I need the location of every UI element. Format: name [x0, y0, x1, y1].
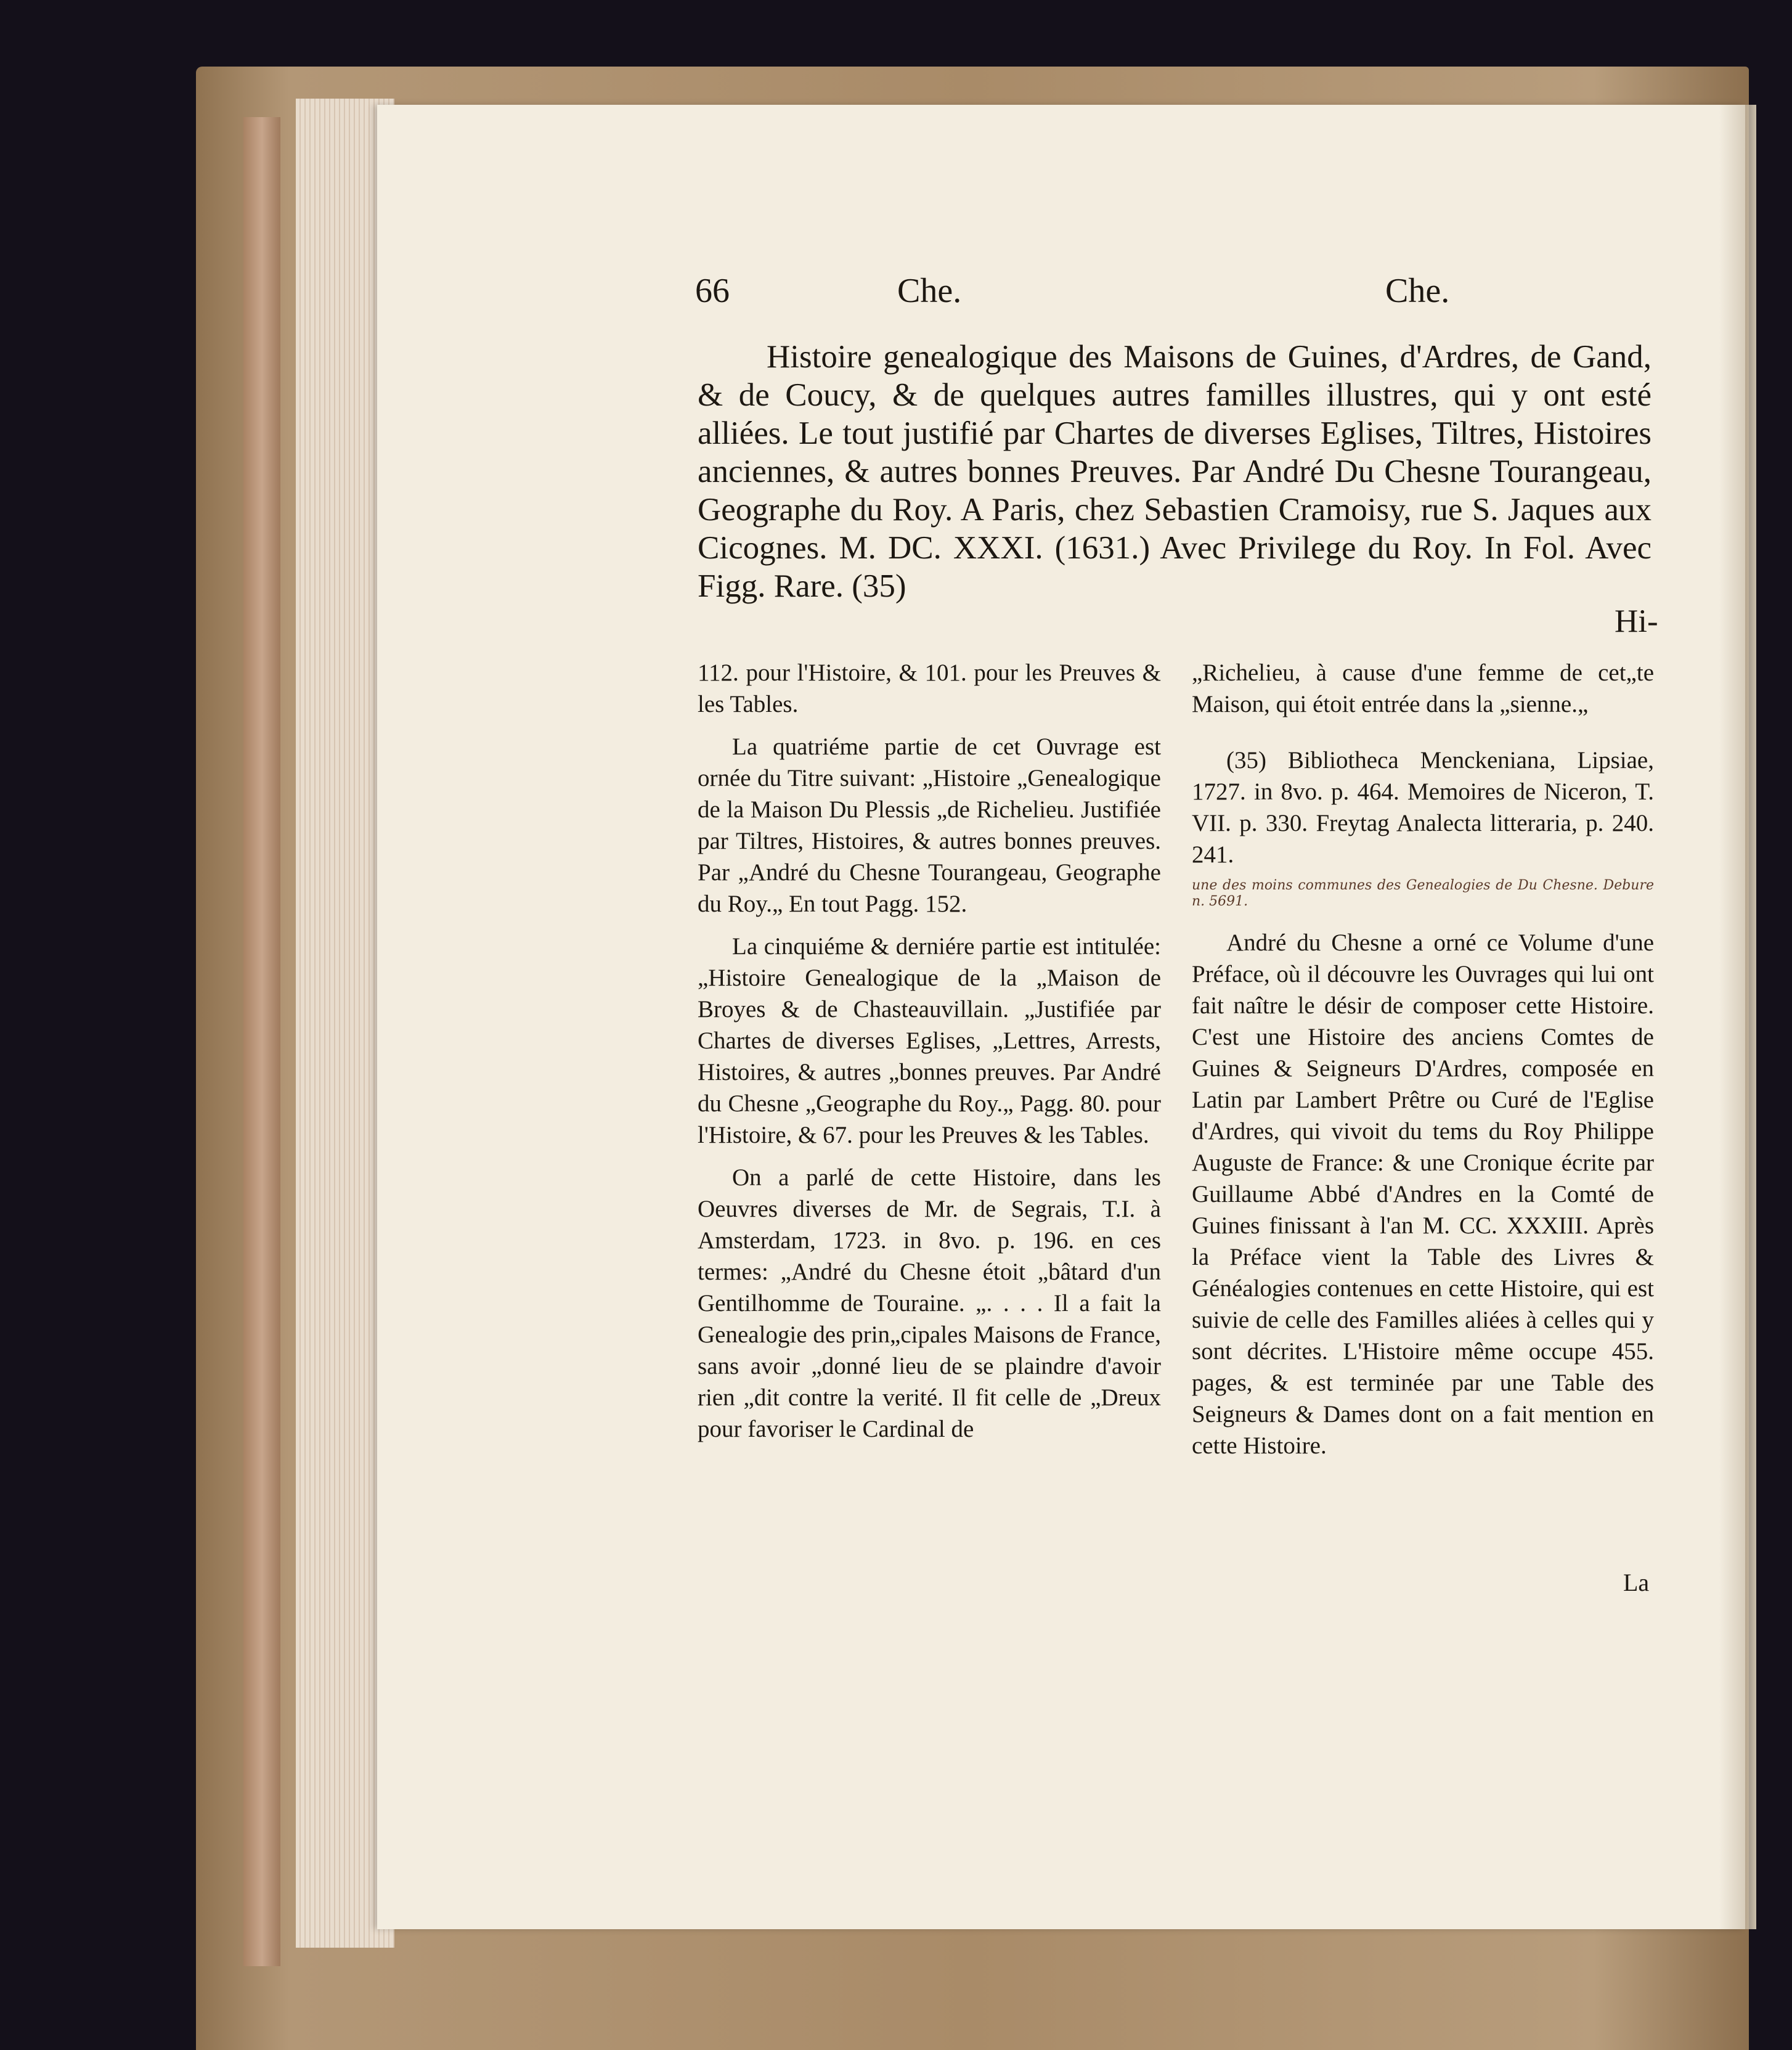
running-head-right: Che. [1385, 272, 1450, 310]
footnote-35: (35) Bibliotheca Menckeniana, Lipsiae, 1727. in 8vo. p. 464. Memoires de Niceron, T. VII. p. 330. Freytag Analecta litteraria, p. 240. 241. [1192, 747, 1654, 868]
left-paragraph-2: La quatriéme partie de cet Ouvrage est ornée du Titre suivant: „Histoire „Genealogique de la Maison Du Plessis „de Richelieu. Justifiée par Tiltres, Histoires, & autres bonnes preuves. Par „André du Chesne Tourangeau, Geographe du Roy.„ En tout Pagg. 152. [698, 733, 1161, 917]
handwritten-annotation: une des moins communes des Genealogies de Du Chesne. Debure n. 5691. [1192, 878, 1654, 909]
left-paragraph-1: 112. pour l'Histoire, & 101. pour les Preuves & les Tables. [698, 660, 1161, 717]
left-paragraph-3: La cinquiéme & derniére partie est intitulée: „Histoire Genealogique de la „Maison de Broyes & de Chasteauvillain. „Justifiée par Chartes de diverses Eglises, „Lettres, Arrests, Histoires, & autres „bonnes preuves. Par André du Chesne „Geographe du Roy.„ Pagg. 80. pour l'Histoire, & 67. pour les Preuves & les Tables. [698, 933, 1161, 1148]
title-entry: Histoire genealogique des Maisons de Guines, d'Ardres, de Gand, & de Coucy, & de quelques autres familles illustres, qui y ont esté alliées. Le tout justifié par Chartes de diverses Eglises, Tiltres, Histoires anciennes, & autres bonnes Preuves. Par André Du Chesne Tourangeau, Geographe du Roy. A Paris, chez Sebastien Cramoisy, rue S. Jaques aux Cicognes. M. DC. XXXI. (1631.) Avec Privilege du Roy. In Fol. Avec Figg. Rare. (35) [698, 339, 1651, 604]
running-head-left: Che. [897, 272, 962, 310]
page-gutter [1719, 105, 1756, 1929]
page-number: 66 [695, 272, 730, 310]
catchword-top: Hi- [1615, 603, 1658, 639]
right-paragraph-1: „Richelieu, à cause d'une femme de cet„te Maison, qui étoit entrée dans la „sienne.„ [1192, 660, 1654, 717]
left-paragraph-4: On a parlé de cette Histoire, dans les Oeuvres diverses de Mr. de Segrais, T.I. à Amsterdam, 1723. in 8vo. p. 196. en ces termes: „André du Chesne étoit „bâtard d'un Gentilhomme de Touraine. „. . . . Il a fait la Genealogie des prin„cipales Maisons de France, sans avoir „donné lieu de se plaindre d'avoir rien „dit contre la verité. Il fit celle de „Dreux pour favoriser le Cardinal de [698, 1164, 1161, 1442]
right-column [1192, 657, 1654, 1472]
right-paragraph-3: André du Chesne a orné ce Volume d'une Préface, où il découvre les Ouvrages qui lui ont fait naître le désir de composer cette Histoire. C'est une Histoire des anciens Comtes de Guines & Seigneurs D'Ardres, composée en Latin par Lambert Prêtre ou Curé de l'Eglise d'Ardres, qui vivoit du tems du Roy Philippe Auguste de France: & une Cronique écrite par Guillaume Abbé d'Andres en la Comté de Guines finissant à l'an M. CC. XXXIII. Après la Préface vient la Table des Livres & Généalogies contenues en cette Histoire, qui est suivie de celle des Familles aliées à celles qui y sont décrites. L'Histoire même occupe 455. pages, & est terminée par une Table des Seigneurs & Dames dont on a fait mention en cette Histoire. [1192, 929, 1654, 1459]
book-spine-edge [243, 117, 280, 1966]
catchword-bottom: La [1623, 1569, 1650, 1596]
left-column [698, 657, 1161, 1456]
